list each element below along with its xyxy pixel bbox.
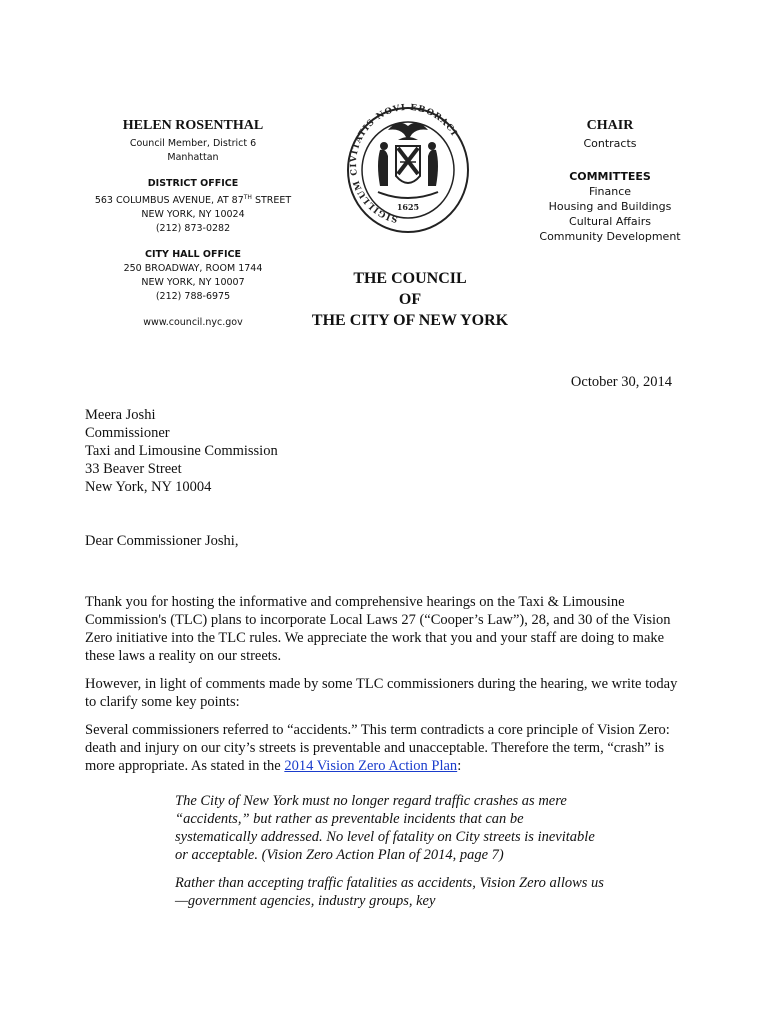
letterhead-left (78, 118, 308, 330)
paragraph: However, in light of comments made by some TLC commissioners during the hearing, we write today to clarify some key points: (85, 676, 678, 710)
recipient-address (85, 406, 685, 496)
council-member-name: HELEN ROSENTHAL (122, 118, 264, 133)
chair-item: Contracts (583, 137, 637, 150)
block-quote (175, 792, 605, 920)
recipient-line: 33 Beaver Street (85, 461, 182, 477)
committee-item: Housing and Buildings (548, 200, 672, 213)
letterhead-right (520, 118, 700, 244)
district-address-line-2: NEW YORK, NY 10024 (141, 209, 245, 221)
city-hall-office-title: CITY HALL OFFICE (145, 249, 241, 261)
city-seal-icon (344, 100, 472, 236)
city-hall-phone: (212) 788-6975 (155, 291, 231, 303)
district-address-line-1: 563 COLUMBUS AVENUE, AT 87TH STREET (94, 194, 292, 207)
city-hall-address-line-1: 250 BROADWAY, ROOM 1744 (123, 263, 263, 275)
letter-body (85, 593, 685, 785)
committee-item: Cultural Affairs (569, 215, 651, 228)
recipient-line: Meera Joshi (85, 407, 156, 423)
committee-item: Finance (588, 185, 632, 198)
borough: Manhattan (167, 152, 219, 163)
chair-title: CHAIR (586, 118, 634, 133)
recipient-line: Taxi and Limousine Commission (85, 443, 278, 459)
council-member-role: Council Member, District 6 (129, 138, 257, 149)
quote-paragraph: The City of New York must no longer regard traffic crashes as mere “accidents,” but rather as preventable incidents that can be systematically addressed. No level of fatality on City streets is inevitable or acceptable. (Vision Zero Action Plan of 2014, page 7) (175, 793, 595, 863)
paragraph: Thank you for hosting the informative and comprehensive hearings on the Taxi & Limousine Commission's (TLC) plans to incorporate Local Laws 27 (“Cooper’s Law”), 28, and 30 of the Vision Zero initiative into the TLC rules. We appreciate the work that you and your staff are doing to make these laws a reality on our streets. (85, 594, 671, 664)
letter-date: October 30, 2014 (570, 374, 672, 390)
quote-paragraph: Rather than accepting traffic fatalities as accidents, Vision Zero allows us—government agencies, industry groups, key (175, 875, 604, 909)
district-phone: (212) 873-0282 (155, 223, 231, 235)
seal-year: 1625 (396, 202, 420, 212)
district-office-title: DISTRICT OFFICE (147, 178, 239, 189)
salutation: Dear Commissioner Joshi, (85, 533, 239, 549)
seal-motto: SIGILLUM CIVITATIS NOVI EBORACI (348, 102, 459, 224)
committee-item: Community Development (539, 230, 681, 243)
city-hall-address-line-2: NEW YORK, NY 10007 (141, 277, 245, 289)
website: www.council.nyc.gov (143, 317, 243, 329)
recipient-line: Commissioner (85, 425, 170, 441)
paragraph: Several commissioners referred to “accidents.” This term contradicts a core principle of Vision Zero: death and injury on our city’s streets is preventable and unacceptable. Therefore the term, “crash” is more appropriate. As stated in the 2014 Vision Zero Action Plan: (85, 722, 670, 774)
recipient-line: New York, NY 10004 (85, 479, 212, 495)
committees-title: COMMITTEES (569, 170, 651, 183)
council-title: THE COUNCIL OF THE CITY OF NEW YORK (311, 270, 509, 329)
vision-zero-action-plan-link[interactable]: 2014 Vision Zero Action Plan (284, 758, 458, 774)
